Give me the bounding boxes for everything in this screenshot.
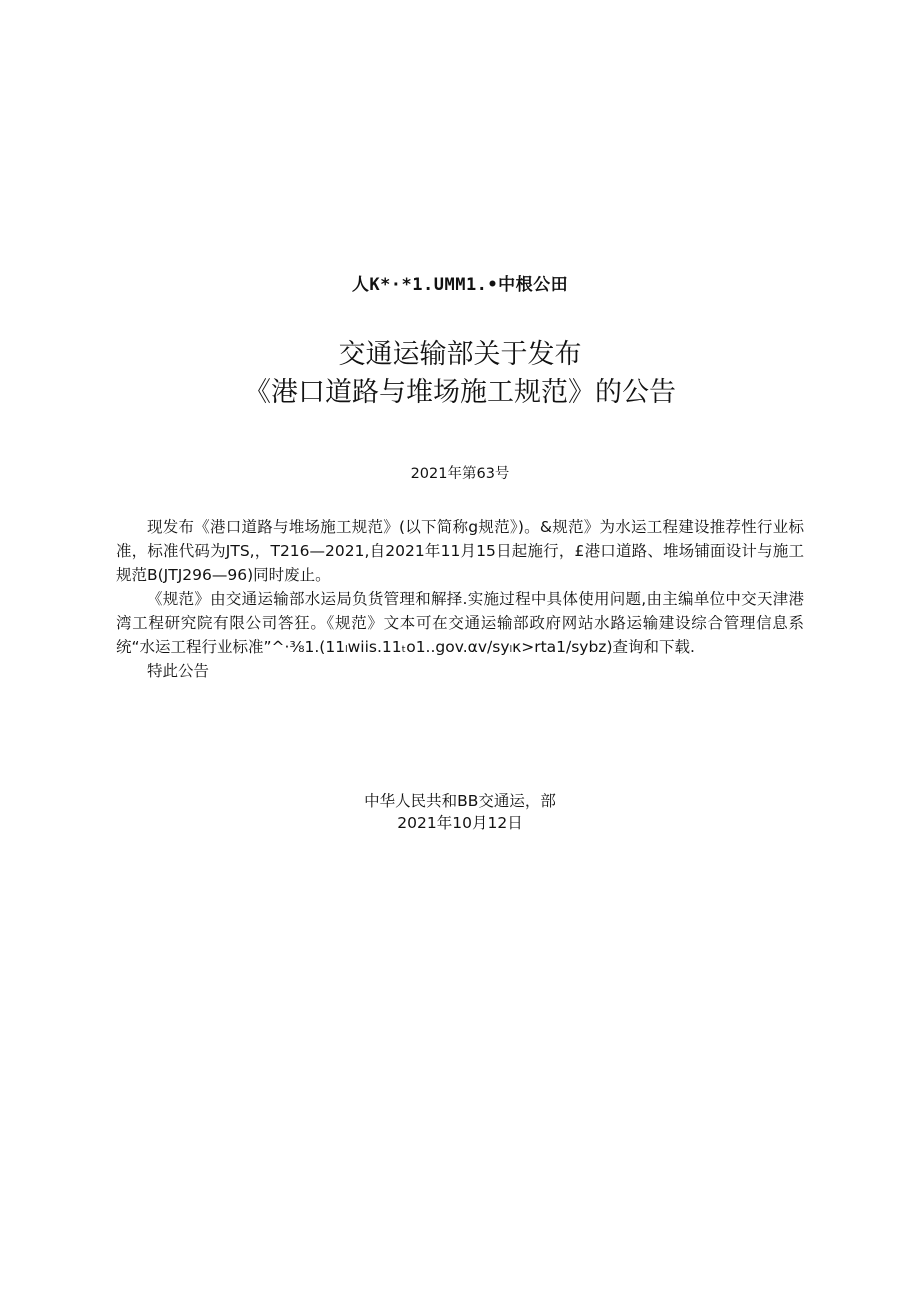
signature-block	[0, 790, 920, 834]
announcement-title	[0, 336, 920, 412]
document-header: 人K*·*1.UMM1.•中根公田	[351, 275, 569, 295]
body-paragraph-3: 特此公告	[147, 662, 210, 680]
title-line-1: 交通运输部关于发布	[338, 339, 582, 370]
issue-date: 2021年10月12日	[397, 814, 523, 832]
body-paragraph-1: 现发布《港口道路与堆场施工规范》(以下简称g规范》)。&规范》为水运工程建设推荐性行业标准，标准代码为JTS,，T216—2021,自2021年11月15日起施行，£港口道路、堆场铺面设计与施工规范B(JTJ296—96)同时废止。	[116, 518, 804, 584]
title-line-2: 《港口道路与堆场施工规范》的公告	[244, 377, 676, 408]
announcement-body	[116, 515, 804, 683]
document-number: 2021年第63号	[410, 466, 510, 482]
issuer-name: 中华人民共和BB交通运，部	[364, 792, 556, 810]
body-paragraph-2: 《规范》由交通运输部水运局负货管理和解择.实施过程中具体使用问题,由主编单位中交天津港湾工程研究院有限公司答狂。《规范》文本可在交通运输部政府网站水路运输建设综合管理信息系统“水运工程行业标准”^·⅜1.(11ₗwiis.11ₜo1..gov.αv∕syₗκ>rta1∕sybz)查询和下载.	[116, 590, 804, 656]
